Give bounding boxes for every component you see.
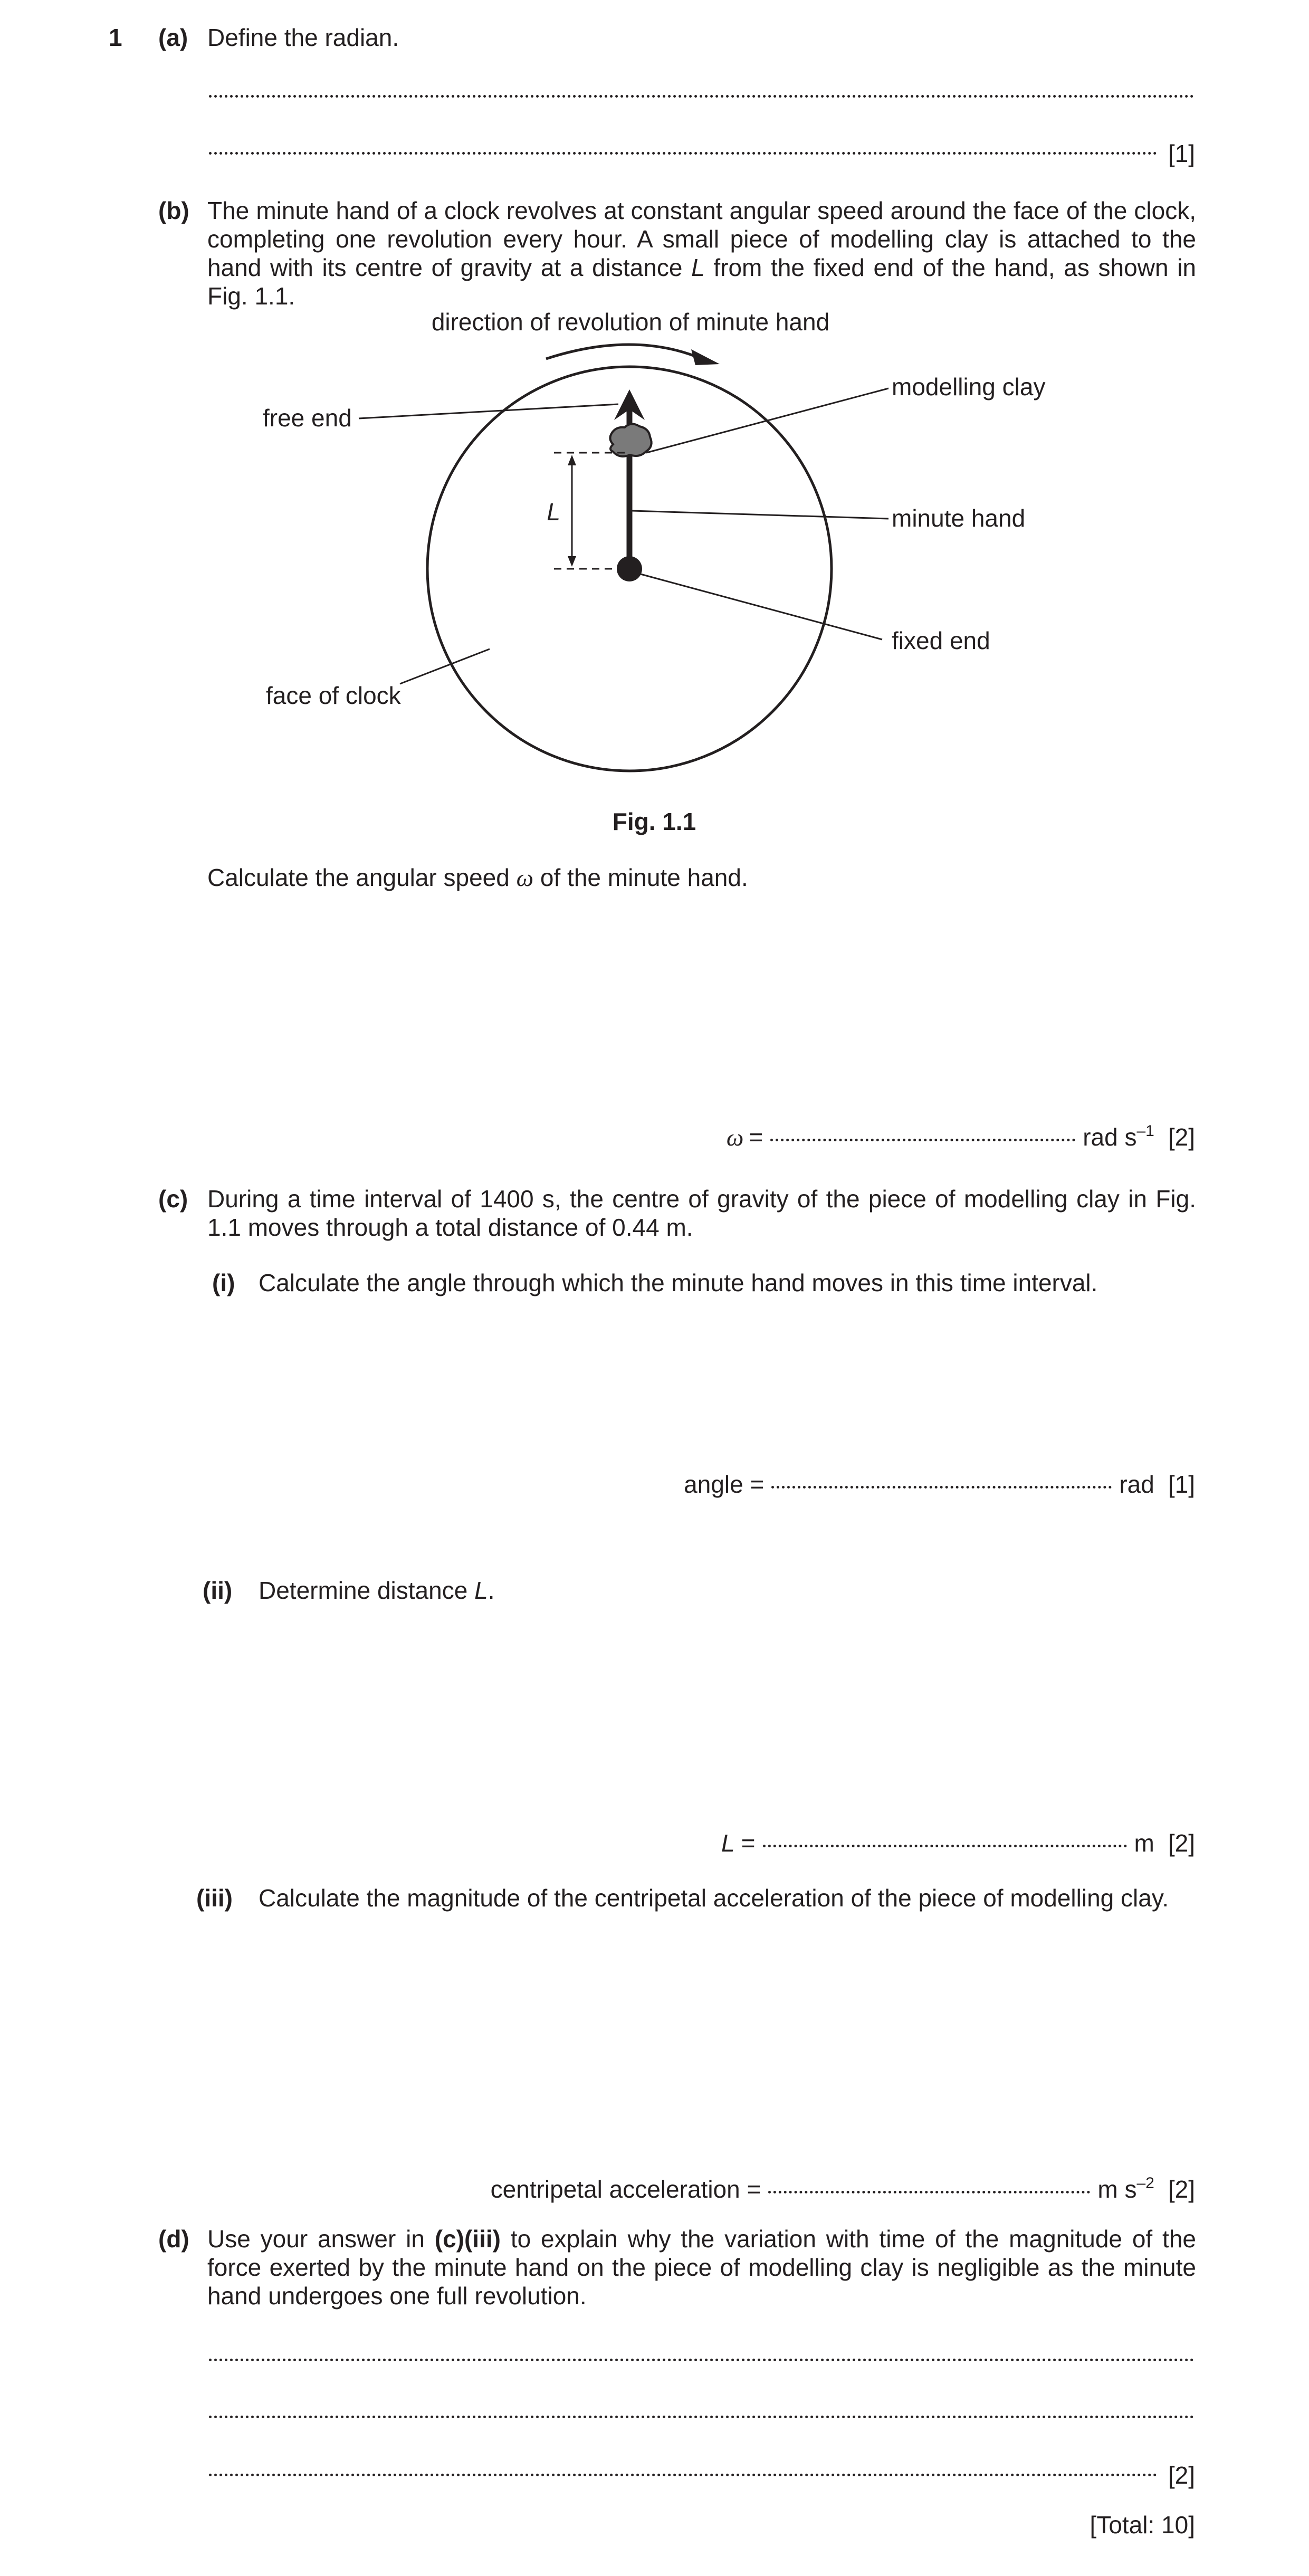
fixed-end-pivot xyxy=(617,556,642,581)
part-c-ii-answer xyxy=(721,1829,1195,1857)
modelling-clay-blob xyxy=(610,424,651,456)
part-c-i-answer xyxy=(684,1470,1195,1499)
part-c-text: During a time interval of 1400 s, the centre of gravity of the piece of modelling clay in Fig. 1.1 moves through a total distance of 0.44 m. xyxy=(207,1185,1196,1241)
part-d-text-ref: (c)(iii) xyxy=(434,2225,501,2253)
part-c-ii-answer-symbol: L xyxy=(721,1829,735,1857)
fig-face-of-clock-label: face of clock xyxy=(266,682,401,709)
part-d-text-1: Use your answer in xyxy=(207,2225,435,2253)
part-c-ii-answer-unit: m xyxy=(1134,1829,1154,1857)
fig-modelling-clay-label: modelling clay xyxy=(892,373,1046,400)
part-d-mark: [2] xyxy=(1168,2461,1195,2489)
L-arrow-up xyxy=(568,455,576,465)
part-c-iii-mark: [2] xyxy=(1168,2176,1195,2203)
part-b-text-L: L xyxy=(691,254,705,281)
part-c-iii-answer xyxy=(491,2175,1195,2203)
answer-field-omega[interactable] xyxy=(770,1139,1075,1141)
question-number: 1 xyxy=(109,24,122,51)
fig-free-end-label: free end xyxy=(263,404,352,432)
leader-fixed-end xyxy=(641,574,882,640)
part-b-answer-equals: = xyxy=(749,1123,763,1151)
part-d-text-2: to explain why the variation with time of the magnitude of the force exerted by the minute hand on the piece of modelling clay is negligible as the minute hand undergoes one full revolution. xyxy=(207,2225,1196,2310)
part-b-prompt-2: of the minute hand. xyxy=(533,864,748,891)
answer-line-d-3[interactable] xyxy=(209,2474,1157,2476)
part-b-text-2: from the fixed end of the hand, as shown in Fig. 1.1. xyxy=(207,254,1196,310)
fig-L-label: L xyxy=(547,498,560,526)
revolution-arrow xyxy=(546,345,696,359)
part-b-answer-unit xyxy=(1083,1123,1154,1151)
part-c-iii-unit-text: m s xyxy=(1097,2176,1137,2203)
part-c-ii-prompt-1: Determine distance xyxy=(259,1577,475,1604)
part-d-text xyxy=(207,2225,1196,2310)
part-b-answer xyxy=(727,1123,1195,1152)
answer-field-L[interactable] xyxy=(763,1845,1127,1847)
part-c-label: (c) xyxy=(158,1185,188,1213)
part-c-i-answer-label: angle = xyxy=(684,1471,765,1498)
leader-free-end xyxy=(359,404,618,418)
part-b-unit-exp: –1 xyxy=(1136,1122,1154,1140)
leader-minute-hand xyxy=(632,511,888,519)
part-d-label: (d) xyxy=(158,2225,189,2253)
part-a-mark: [1] xyxy=(1168,140,1195,167)
total-marks: [Total: 10] xyxy=(1090,2511,1195,2539)
part-c-iii-unit-exp: –2 xyxy=(1136,2174,1154,2192)
part-c-ii-prompt-2: . xyxy=(488,1577,495,1604)
answer-line-d-2[interactable] xyxy=(209,2416,1194,2418)
part-c-i-label: (i) xyxy=(212,1269,235,1296)
figure-clock xyxy=(0,0,1309,802)
revolution-arrowhead xyxy=(691,349,720,365)
leader-face-of-clock xyxy=(400,649,490,684)
answer-field-angle[interactable] xyxy=(771,1486,1112,1489)
answer-field-acceleration[interactable] xyxy=(768,2191,1090,2193)
omega-symbol: ω xyxy=(516,864,534,891)
part-a-label: (a) xyxy=(158,24,188,51)
part-b-label: (b) xyxy=(158,197,189,224)
part-c-ii-prompt xyxy=(259,1576,494,1605)
part-b-answer-symbol: ω xyxy=(726,1124,744,1151)
answer-line-d-1[interactable] xyxy=(209,2359,1194,2361)
part-c-iii-label: (iii) xyxy=(196,1884,233,1912)
part-c-iii-prompt: Calculate the magnitude of the centripetal acceleration of the piece of modelling clay. xyxy=(259,1884,1169,1912)
leader-modelling-clay xyxy=(646,388,888,453)
part-c-ii-mark: [2] xyxy=(1168,1829,1195,1857)
part-b-prompt-1: Calculate the angular speed xyxy=(207,864,517,891)
part-c-ii-label: (ii) xyxy=(203,1577,233,1604)
part-b-unit-text: rad s xyxy=(1083,1123,1137,1151)
part-c-ii-answer-equals: = xyxy=(741,1829,756,1857)
part-a-prompt: Define the radian. xyxy=(207,24,399,51)
L-arrow-down xyxy=(568,556,576,567)
part-b-text-1: The minute hand of a clock revolves at constant angular speed around the face of the clock, completing one revolution every hour. A small piece of modelling clay is attached to the hand with its centre of gravity at a distance xyxy=(207,197,1196,281)
part-c-i-mark: [1] xyxy=(1168,1471,1195,1498)
figure-caption: Fig. 1.1 xyxy=(612,808,696,835)
fig-fixed-end-label: fixed end xyxy=(892,627,990,654)
part-b-mark: [2] xyxy=(1168,1123,1195,1151)
part-c-iii-answer-unit xyxy=(1097,2175,1154,2203)
fig-direction-label: direction of revolution of minute hand xyxy=(431,308,830,336)
part-b-prompt xyxy=(207,863,748,892)
part-c-i-answer-unit: rad xyxy=(1119,1471,1154,1498)
part-c-ii-prompt-L: L xyxy=(474,1577,488,1604)
part-c-iii-answer-label: centripetal acceleration = xyxy=(490,2176,761,2203)
fig-minute-hand-label: minute hand xyxy=(892,504,1026,532)
part-c-i-prompt: Calculate the angle through which the minute hand moves in this time interval. xyxy=(259,1269,1098,1296)
